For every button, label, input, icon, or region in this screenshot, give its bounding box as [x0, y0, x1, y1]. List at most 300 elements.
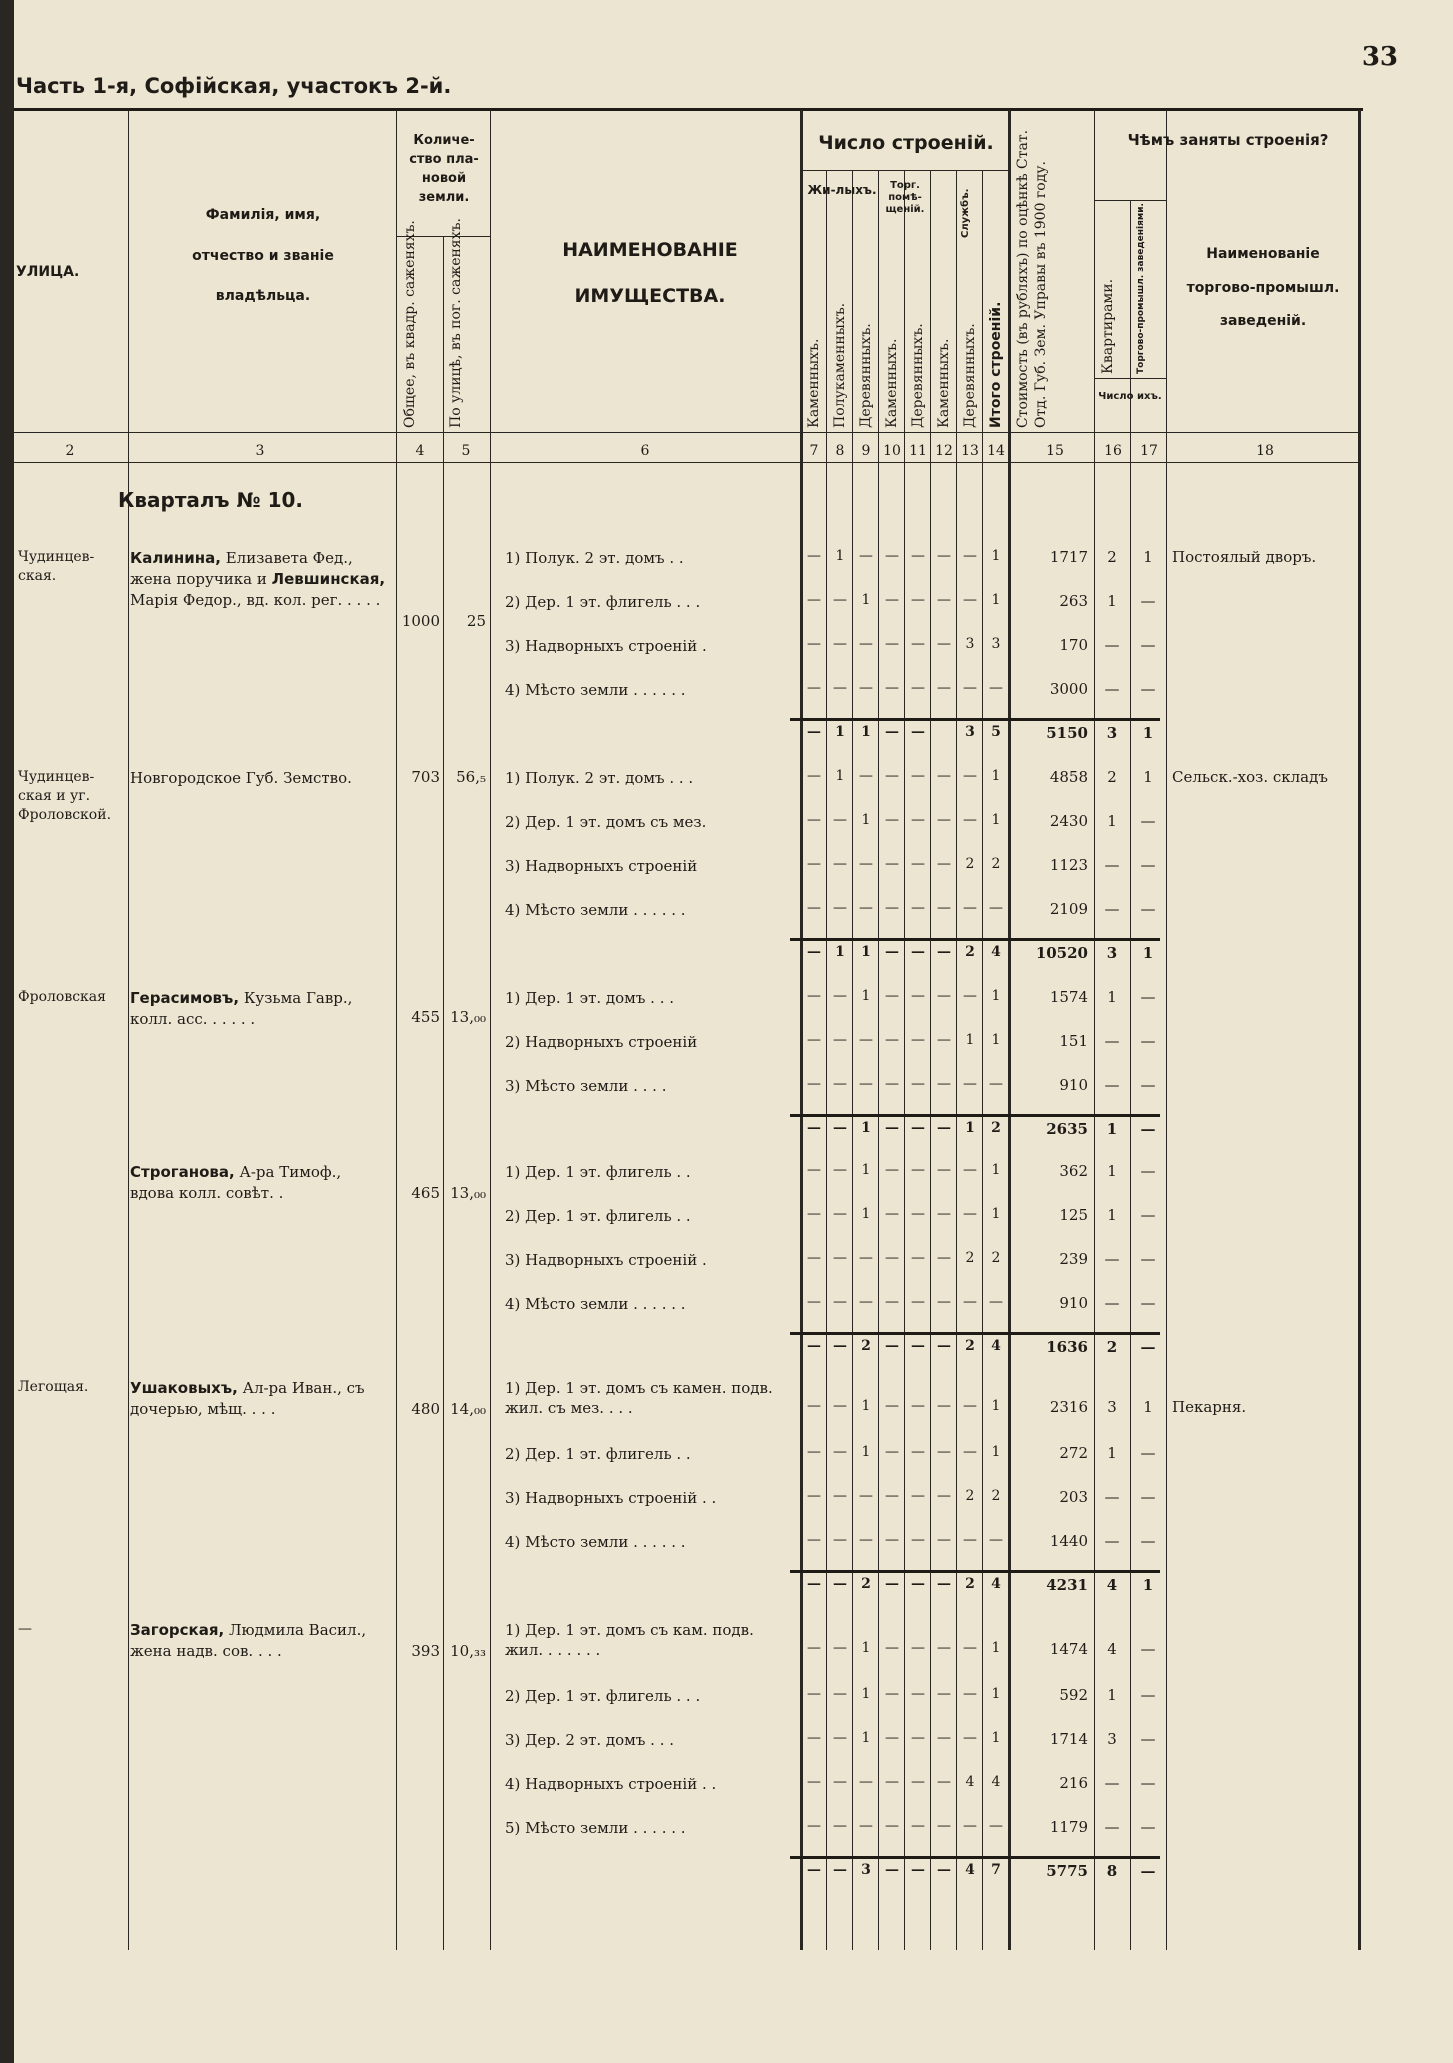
- count-cell: —: [963, 1076, 977, 1092]
- land-total: 455: [411, 1008, 440, 1026]
- header-trade-est: Торгово-промышл. заведеніями.: [1136, 203, 1146, 374]
- count-cell: —: [911, 1818, 925, 1834]
- trade-cell: —: [1140, 1162, 1156, 1180]
- count-cell: —: [885, 1444, 899, 1460]
- property-item: 4) Мѣсто земли . . . . . .: [505, 901, 686, 919]
- count-cell: —: [963, 548, 977, 564]
- value-cell: 151: [1059, 1032, 1088, 1050]
- count-cell: 1: [861, 812, 871, 828]
- count-cell: —: [963, 1162, 977, 1178]
- count-cell: 1: [861, 1686, 871, 1702]
- total-count-cell: —: [807, 1338, 821, 1354]
- apartments-cell: 2: [1107, 768, 1117, 786]
- count-cell: —: [937, 1640, 951, 1656]
- street-name: Легощая.: [18, 1379, 89, 1395]
- value-cell: 263: [1059, 592, 1088, 610]
- count-cell: —: [833, 1250, 847, 1266]
- value-cell: 203: [1059, 1488, 1088, 1506]
- value-cell: 1714: [1049, 1730, 1088, 1748]
- total-count-cell: 2: [861, 1338, 871, 1354]
- count-cell: —: [807, 1206, 821, 1222]
- count-cell: —: [859, 636, 873, 652]
- total-apartments-cell: 2: [1106, 1338, 1118, 1356]
- count-cell: —: [989, 900, 1003, 916]
- value-cell: 362: [1059, 1162, 1088, 1180]
- header-land: Количе-ство пла-новой земли.: [409, 133, 479, 205]
- count-cell: —: [859, 1488, 873, 1504]
- total-count-cell: —: [911, 1120, 925, 1136]
- total-apartments-cell: 4: [1106, 1576, 1118, 1594]
- total-count-cell: 4: [991, 1338, 1001, 1354]
- count-cell: —: [833, 1076, 847, 1092]
- trade-cell: —: [1140, 900, 1156, 918]
- count-cell: 1: [861, 1444, 871, 1460]
- column-number: 15: [1046, 443, 1064, 459]
- trade-cell: —: [1140, 1774, 1156, 1792]
- total-count-cell: 2: [965, 1338, 975, 1354]
- total-count-cell: —: [807, 724, 821, 740]
- property-item: 4) Надворныхъ строеній . .: [505, 1775, 717, 1793]
- total-value-cell: 10520: [1035, 944, 1088, 962]
- count-cell: —: [807, 592, 821, 608]
- count-cell: —: [963, 900, 977, 916]
- property-item: 3) Надворныхъ строеній . .: [505, 1489, 717, 1507]
- total-rule: [790, 1114, 1160, 1117]
- count-cell: —: [885, 1250, 899, 1266]
- grid-line: [852, 170, 853, 1950]
- trade-cell: —: [1140, 1640, 1156, 1658]
- owner-name: Загорская, Людмила Васил., жена надв. сов. . . .: [130, 1621, 367, 1660]
- land-total: 1000: [401, 612, 440, 630]
- value-cell: 592: [1059, 1686, 1088, 1704]
- count-cell: —: [807, 1162, 821, 1178]
- total-count-cell: 4: [991, 1576, 1001, 1592]
- column-number: 16: [1104, 443, 1122, 459]
- count-cell: 1: [861, 1730, 871, 1746]
- total-count-cell: —: [885, 1862, 899, 1878]
- land-total: 393: [411, 1642, 440, 1660]
- apartments-cell: —: [1104, 1532, 1120, 1550]
- count-cell: —: [963, 1640, 977, 1656]
- count-cell: —: [885, 812, 899, 828]
- trade-cell: —: [1140, 1532, 1156, 1550]
- count-cell: 3: [965, 636, 975, 652]
- total-count-cell: —: [911, 724, 925, 740]
- trade-cell: 1: [1143, 548, 1153, 566]
- header-stone: Каменныхъ.: [806, 338, 822, 428]
- total-count-cell: 2: [965, 1576, 975, 1592]
- trade-cell: —: [1140, 1076, 1156, 1094]
- trade-cell: 1: [1143, 768, 1153, 786]
- total-count-cell: —: [807, 1120, 821, 1136]
- count-cell: —: [911, 1294, 925, 1310]
- count-cell: 1: [991, 1730, 1001, 1746]
- count-cell: —: [807, 1488, 821, 1504]
- total-count-cell: 1: [861, 944, 871, 960]
- total-count-cell: 1: [835, 944, 845, 960]
- count-cell: —: [885, 1818, 899, 1834]
- count-cell: 1: [991, 1032, 1001, 1048]
- land-total: 703: [411, 768, 440, 786]
- count-cell: —: [937, 592, 951, 608]
- count-cell: —: [937, 856, 951, 872]
- header-land-total: Общее, въ квадр. саженяхъ.: [402, 220, 418, 428]
- establishment-name: Постоялый дворъ.: [1172, 548, 1317, 566]
- count-cell: —: [885, 1532, 899, 1548]
- count-cell: —: [963, 988, 977, 1004]
- count-cell: —: [807, 1818, 821, 1834]
- count-cell: 1: [861, 988, 871, 1004]
- count-cell: —: [963, 1398, 977, 1414]
- count-cell: —: [885, 1488, 899, 1504]
- count-cell: 1: [835, 768, 845, 784]
- owner-name: Ушаковыхъ, Ал-ра Иван., съ дочерью, мѣщ. . . .: [130, 1379, 365, 1418]
- total-count-cell: 2: [991, 1120, 1001, 1136]
- apartments-cell: —: [1104, 1294, 1120, 1312]
- count-cell: —: [937, 1488, 951, 1504]
- count-cell: —: [885, 768, 899, 784]
- value-cell: 3000: [1049, 680, 1088, 698]
- grid-line: [930, 170, 931, 1950]
- apartments-cell: 1: [1107, 988, 1117, 1006]
- count-cell: —: [989, 1532, 1003, 1548]
- total-trade-cell: 1: [1142, 944, 1154, 962]
- column-number: 4: [415, 443, 425, 459]
- count-cell: 2: [991, 1488, 1001, 1504]
- establishment-name: Пекарня.: [1172, 1398, 1247, 1416]
- value-cell: 1574: [1049, 988, 1088, 1006]
- owner-name: Герасимовъ, Кузьма Гавр., колл. асс. . . . . .: [130, 989, 353, 1028]
- count-cell: —: [963, 1294, 977, 1310]
- column-number: 10: [883, 443, 901, 459]
- count-cell: —: [885, 680, 899, 696]
- count-cell: —: [833, 1640, 847, 1656]
- count-cell: —: [963, 812, 977, 828]
- property-item: 1) Дер. 1 эт. домъ . . .: [505, 989, 675, 1007]
- count-cell: 4: [991, 1774, 1001, 1790]
- grid-line: [1094, 110, 1095, 1950]
- apartments-cell: 2: [1107, 548, 1117, 566]
- count-cell: —: [885, 1640, 899, 1656]
- count-cell: —: [911, 856, 925, 872]
- count-cell: —: [859, 900, 873, 916]
- header-buildings: Число строеній.: [818, 132, 994, 154]
- count-cell: —: [911, 1250, 925, 1266]
- count-cell: —: [937, 1818, 951, 1834]
- column-number: 3: [255, 443, 265, 459]
- trade-cell: —: [1140, 1294, 1156, 1312]
- page-binding-edge: [0, 0, 14, 2063]
- count-cell: —: [807, 548, 821, 564]
- count-cell: —: [833, 1206, 847, 1222]
- count-cell: —: [833, 1532, 847, 1548]
- grid-line: [826, 170, 827, 1950]
- property-item: 2) Дер. 1 эт. флигель . .: [505, 1207, 691, 1225]
- land-total: 480: [411, 1400, 440, 1418]
- count-cell: —: [911, 1444, 925, 1460]
- total-trade-cell: —: [1140, 1120, 1156, 1138]
- value-cell: 216: [1059, 1774, 1088, 1792]
- count-cell: 4: [965, 1774, 975, 1790]
- count-cell: —: [911, 548, 925, 564]
- count-cell: —: [937, 1774, 951, 1790]
- count-cell: —: [989, 1818, 1003, 1834]
- grid-line: [1166, 110, 1167, 1950]
- count-cell: —: [989, 1076, 1003, 1092]
- total-count-cell: 4: [991, 944, 1001, 960]
- count-cell: 2: [991, 856, 1001, 872]
- count-cell: —: [807, 680, 821, 696]
- value-cell: 125: [1059, 1206, 1088, 1224]
- count-cell: —: [911, 1730, 925, 1746]
- property-item: 2) Дер. 1 эт. домъ съ мез.: [505, 813, 707, 831]
- grid-line: [800, 170, 1008, 171]
- count-cell: —: [833, 1774, 847, 1790]
- total-apartments-cell: 8: [1106, 1862, 1118, 1880]
- count-cell: —: [833, 1686, 847, 1702]
- owner-name: Новгородское Губ. Земство.: [130, 769, 352, 787]
- total-count-cell: —: [911, 1862, 925, 1878]
- count-cell: —: [989, 680, 1003, 696]
- column-number: 6: [640, 443, 650, 459]
- trade-cell: —: [1140, 856, 1156, 874]
- count-cell: —: [911, 988, 925, 1004]
- column-number: 12: [935, 443, 953, 459]
- property-item: 2) Дер. 1 эт. флигель . .: [505, 1445, 691, 1463]
- grid-line: [396, 110, 397, 1950]
- count-cell: —: [989, 1294, 1003, 1310]
- count-cell: —: [911, 1076, 925, 1092]
- grid-line: [982, 170, 983, 1950]
- street-name: —: [18, 1621, 32, 1637]
- column-number: 11: [909, 443, 927, 459]
- count-cell: —: [937, 1730, 951, 1746]
- total-count-cell: 1: [835, 724, 845, 740]
- land-street: 14,₀₀: [450, 1400, 486, 1418]
- header-est-name: Наименованіе торгово-промышл. заведеній.: [1186, 246, 1340, 330]
- apartments-cell: —: [1104, 636, 1120, 654]
- count-cell: —: [885, 900, 899, 916]
- total-count-cell: —: [833, 1120, 847, 1136]
- count-cell: —: [911, 1686, 925, 1702]
- total-count-cell: —: [885, 724, 899, 740]
- count-cell: —: [807, 1250, 821, 1266]
- grid-line: [443, 236, 444, 1950]
- establishment-name: Сельск.-хоз. складъ: [1172, 768, 1328, 786]
- total-apartments-cell: 3: [1106, 944, 1118, 962]
- count-cell: 1: [861, 1206, 871, 1222]
- count-cell: —: [937, 680, 951, 696]
- count-cell: 1: [991, 1444, 1001, 1460]
- header-apartments: Квартирами.: [1100, 278, 1116, 374]
- count-cell: —: [937, 548, 951, 564]
- count-cell: —: [885, 1686, 899, 1702]
- count-cell: —: [937, 812, 951, 828]
- count-cell: —: [885, 636, 899, 652]
- count-cell: —: [807, 1774, 821, 1790]
- property-item: 1) Полук. 2 эт. домъ . . .: [505, 769, 694, 787]
- count-cell: —: [885, 1398, 899, 1414]
- count-cell: —: [833, 1488, 847, 1504]
- count-cell: —: [963, 1532, 977, 1548]
- column-number: 2: [65, 443, 75, 459]
- owner-name: Калинина, Елизавета Фед., жена поручика и Левшинская, Марія Федор., вд. кол. рег. . . . .: [130, 549, 386, 609]
- value-cell: 1717: [1049, 548, 1088, 566]
- count-cell: 2: [991, 1250, 1001, 1266]
- total-count-cell: —: [885, 1120, 899, 1136]
- grid-line: [1094, 200, 1166, 201]
- owner-name: Строганова, А-ра Тимоф., вдова колл. совѣт. .: [130, 1163, 342, 1202]
- count-cell: —: [911, 1162, 925, 1178]
- total-count-cell: —: [911, 1338, 925, 1354]
- quarter-title: Кварталъ № 10.: [118, 488, 303, 512]
- total-count-cell: 4: [965, 1862, 975, 1878]
- count-cell: —: [937, 1532, 951, 1548]
- grid-line: [490, 110, 491, 1950]
- property-item: 3) Дер. 2 эт. домъ . . .: [505, 1731, 675, 1749]
- count-cell: —: [807, 900, 821, 916]
- count-cell: —: [833, 1444, 847, 1460]
- apartments-cell: 1: [1107, 1206, 1117, 1224]
- property-item: 1) Дер. 1 эт. домъ съ кам. подв. жил. . . . . . .: [505, 1621, 754, 1660]
- total-count-cell: —: [833, 1338, 847, 1354]
- total-rule: [790, 1856, 1160, 1859]
- count-cell: —: [963, 768, 977, 784]
- count-cell: —: [885, 1032, 899, 1048]
- page-number: 33: [1361, 42, 1398, 72]
- count-cell: —: [885, 988, 899, 1004]
- value-cell: 1123: [1049, 856, 1088, 874]
- trade-cell: —: [1140, 592, 1156, 610]
- count-cell: —: [807, 1532, 821, 1548]
- street-name: Фроловская: [18, 989, 106, 1005]
- count-cell: 2: [965, 1250, 975, 1266]
- header-value: Стоимость (въ рубляхъ) по оцѣнкѣ Стат. Отд. Губ. Зем. Управы въ 1900 году.: [1015, 129, 1050, 428]
- count-cell: —: [911, 1640, 925, 1656]
- total-count-cell: 3: [861, 1862, 871, 1878]
- count-cell: —: [937, 900, 951, 916]
- property-item: 1) Дер. 1 эт. домъ съ камен. подв. жил. съ мез. . . .: [505, 1379, 773, 1418]
- count-cell: —: [833, 1162, 847, 1178]
- grid-line: [878, 170, 879, 1950]
- count-cell: —: [911, 900, 925, 916]
- property-item: 3) Надворныхъ строеній: [505, 857, 698, 875]
- count-cell: —: [807, 768, 821, 784]
- land-street: 25: [466, 612, 486, 630]
- apartments-cell: 1: [1107, 1162, 1117, 1180]
- total-count-cell: —: [937, 1338, 951, 1354]
- header-owner: Фамилія, имя, отчество и званіе владѣльца.: [192, 207, 334, 305]
- total-count-cell: 5: [991, 724, 1001, 740]
- count-cell: —: [833, 1294, 847, 1310]
- count-cell: —: [859, 1294, 873, 1310]
- total-count-cell: —: [937, 1120, 951, 1136]
- total-count-cell: —: [937, 1862, 951, 1878]
- count-cell: —: [807, 636, 821, 652]
- count-cell: —: [859, 768, 873, 784]
- total-apartments-cell: 3: [1106, 724, 1118, 742]
- property-item: 4) Мѣсто земли . . . . . .: [505, 1295, 686, 1313]
- count-cell: —: [859, 1774, 873, 1790]
- grid-line: [128, 110, 129, 1950]
- header-wooden: Деревянныхъ.: [962, 323, 978, 428]
- count-cell: 1: [991, 1686, 1001, 1702]
- apartments-cell: —: [1104, 1032, 1120, 1050]
- total-count-cell: 7: [991, 1862, 1001, 1878]
- count-cell: —: [937, 636, 951, 652]
- apartments-cell: —: [1104, 900, 1120, 918]
- value-cell: 910: [1059, 1294, 1088, 1312]
- count-cell: —: [833, 856, 847, 872]
- apartments-cell: 3: [1107, 1730, 1117, 1748]
- count-cell: —: [937, 988, 951, 1004]
- count-cell: —: [937, 1162, 951, 1178]
- column-number: 9: [861, 443, 871, 459]
- total-count-cell: —: [833, 1576, 847, 1592]
- count-cell: —: [833, 1032, 847, 1048]
- apartments-cell: 4: [1107, 1640, 1117, 1658]
- count-cell: —: [937, 1032, 951, 1048]
- count-cell: 1: [965, 1032, 975, 1048]
- count-cell: —: [911, 812, 925, 828]
- total-rule: [790, 718, 1160, 721]
- count-cell: —: [963, 1206, 977, 1222]
- apartments-cell: —: [1104, 856, 1120, 874]
- top-rule: [14, 108, 1363, 111]
- count-cell: 1: [991, 548, 1001, 564]
- apartments-cell: 1: [1107, 1686, 1117, 1704]
- total-rule: [790, 1570, 1160, 1573]
- total-trade-cell: —: [1140, 1862, 1156, 1880]
- apartments-cell: —: [1104, 1250, 1120, 1268]
- count-cell: —: [859, 1250, 873, 1266]
- property-item: 4) Мѣсто земли . . . . . .: [505, 1533, 686, 1551]
- apartments-cell: 1: [1107, 592, 1117, 610]
- total-trade-cell: —: [1140, 1338, 1156, 1356]
- count-cell: —: [859, 548, 873, 564]
- apartments-cell: —: [1104, 1488, 1120, 1506]
- trade-cell: —: [1140, 1444, 1156, 1462]
- count-cell: —: [911, 592, 925, 608]
- count-cell: 2: [965, 1488, 975, 1504]
- column-number: 7: [809, 443, 819, 459]
- total-value-cell: 4231: [1046, 1576, 1088, 1594]
- column-number: 13: [961, 443, 979, 459]
- count-cell: —: [885, 856, 899, 872]
- count-cell: —: [833, 1730, 847, 1746]
- count-cell: —: [859, 680, 873, 696]
- apartments-cell: —: [1104, 1818, 1120, 1836]
- value-cell: 239: [1059, 1250, 1088, 1268]
- total-count-cell: 1: [861, 1120, 871, 1136]
- value-cell: 170: [1059, 636, 1088, 654]
- count-cell: —: [911, 1032, 925, 1048]
- trade-cell: —: [1140, 636, 1156, 654]
- apartments-cell: 1: [1107, 1444, 1117, 1462]
- land-total: 465: [411, 1184, 440, 1202]
- count-cell: —: [911, 1398, 925, 1414]
- count-cell: —: [833, 900, 847, 916]
- count-cell: —: [885, 1774, 899, 1790]
- total-count-cell: 2: [965, 944, 975, 960]
- header-land-street: По улицѣ, въ пог. саженяхъ.: [448, 218, 464, 428]
- total-rule: [790, 938, 1160, 941]
- total-trade-cell: 1: [1142, 1576, 1154, 1594]
- count-cell: —: [885, 1206, 899, 1222]
- value-cell: 2109: [1049, 900, 1088, 918]
- count-cell: 2: [965, 856, 975, 872]
- count-cell: —: [937, 768, 951, 784]
